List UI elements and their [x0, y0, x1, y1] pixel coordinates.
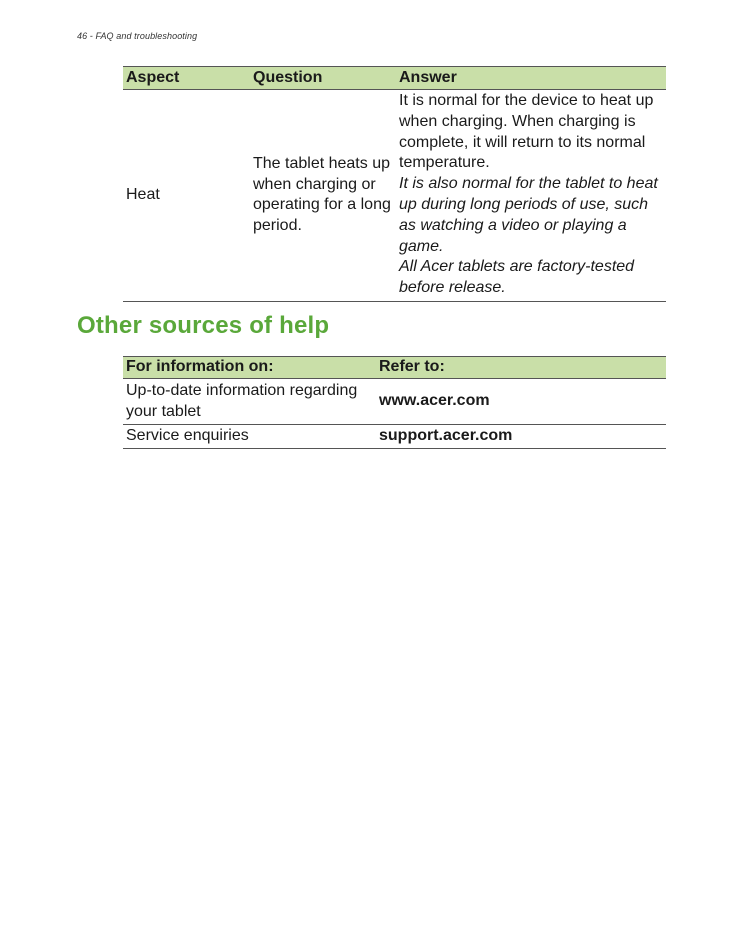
table-row: [123, 379, 666, 425]
column-header-refer-to: Refer to:: [376, 357, 666, 379]
table-row: [123, 425, 666, 449]
reference-link[interactable]: support.acer.com: [376, 425, 666, 449]
column-header-answer: Answer: [396, 67, 666, 90]
info-cell: Up-to-date information regarding your tablet: [123, 379, 376, 425]
reference-link[interactable]: www.acer.com: [376, 379, 666, 425]
column-header-information: For information on:: [123, 357, 376, 379]
section-heading: Other sources of help: [77, 312, 330, 339]
answer-note-factory-tested: All Acer tablets are factory-tested before release.: [399, 258, 635, 297]
faq-table: [123, 66, 666, 302]
faq-table-header-row: [123, 67, 666, 90]
table-row: [123, 90, 666, 302]
question-cell: The tablet heats up when charging or operating for a long period.: [250, 90, 396, 302]
answer-cell: [396, 90, 666, 302]
answer-text: It is normal for the device to heat up when charging. When charging is complete, it will return to its normal temperature.: [399, 92, 654, 172]
column-header-aspect: Aspect: [123, 67, 250, 90]
help-sources-table: [123, 356, 666, 449]
aspect-cell: Heat: [123, 90, 250, 302]
answer-note-usage: It is also normal for the tablet to heat up during long periods of use, such as watching a video or playing a game.: [399, 175, 658, 255]
help-table-header-row: [123, 357, 666, 379]
column-header-question: Question: [250, 67, 396, 90]
info-cell: Service enquiries: [123, 425, 376, 449]
running-header: 46 - FAQ and troubleshooting: [77, 31, 198, 41]
